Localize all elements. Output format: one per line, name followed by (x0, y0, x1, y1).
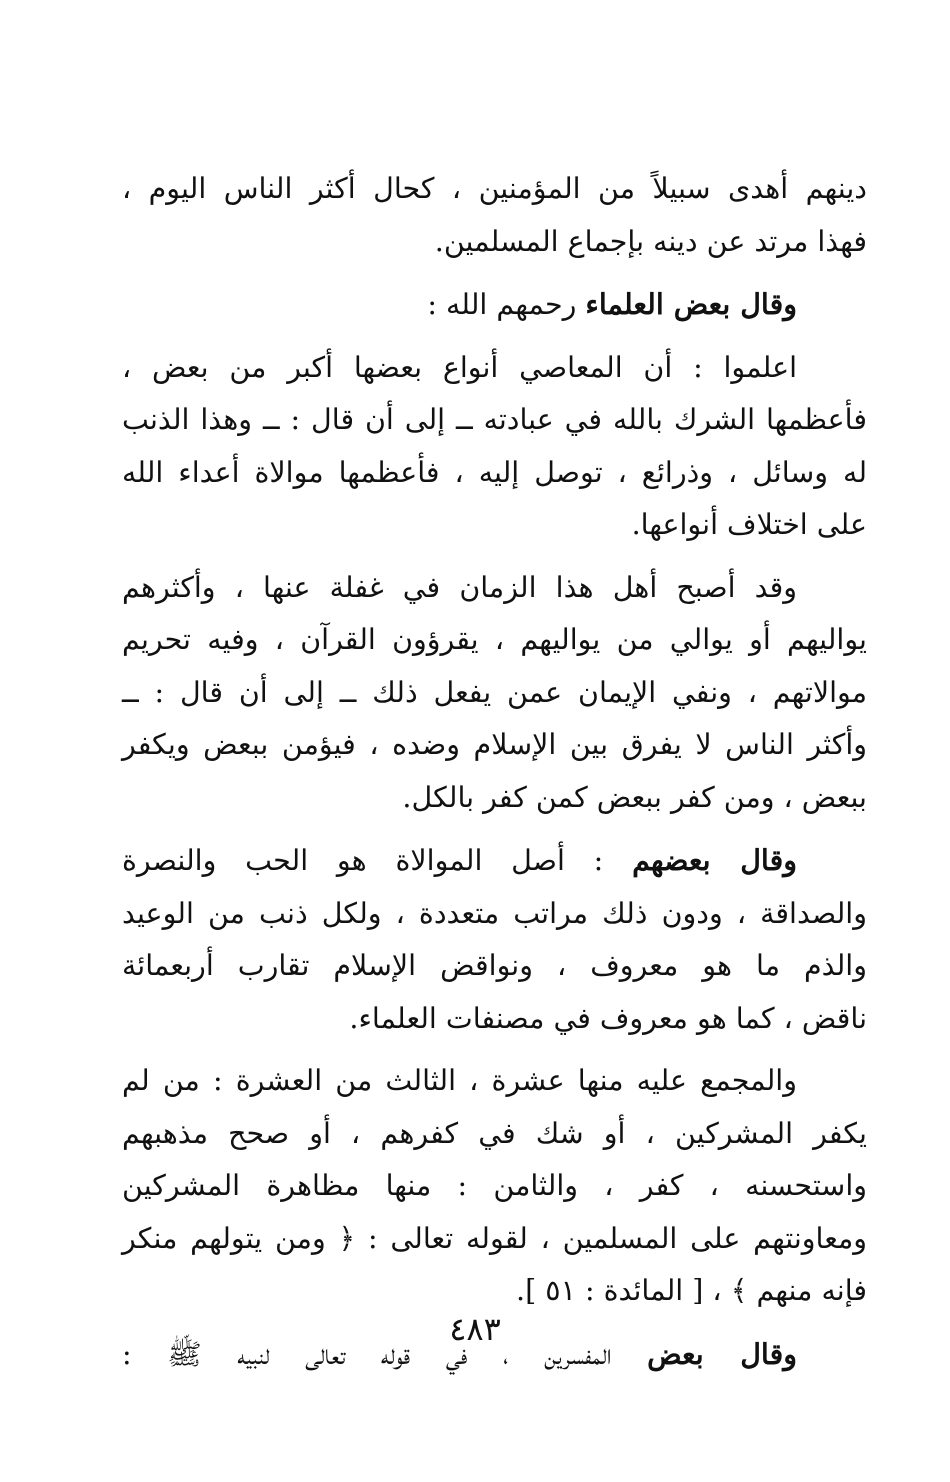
lead-bold-text: وقال بعض العلماء (585, 287, 797, 321)
text-line: ناقض ، كما هو معروف في مصنفات العلماء. (349, 1001, 867, 1035)
text-line: والصداقة ، ودون ذلك مراتب متعددة ، ولكل ذنب من الوعيد (122, 896, 867, 930)
text-line: فهذا مرتد عن دينه بإجماع المسلمين. (434, 224, 867, 258)
text-line: ببعض ، ومن كفر ببعض كمن كفر بالكل. (402, 780, 867, 814)
text-line: له وسائل ، وذرائع ، توصل إليه ، فأعظمها موالاة أعداء الله (122, 455, 867, 489)
text-line: والذم ما هو معروف ، ونواقض الإسلام تقارب أربعمائة (122, 949, 867, 982)
text-line: فأعظمها الشرك بالله في عبادته ــ إلى أن قال : ــ وهذا الذنب (122, 403, 867, 436)
text-line: والمجمع عليه منها عشرة ، الثالث من العشرة : من لم (122, 1064, 797, 1097)
lead-bold-text: وقال بعض (647, 1336, 797, 1371)
lead-rest-text: رحمهم الله : (427, 288, 586, 321)
page-number: ٤٨٣ (449, 1310, 501, 1348)
text-line: على اختلاف أنواعها. (631, 508, 867, 541)
lead-rest-text: المفسرين ، في قوله تعالى لنبيه ﷺ : (122, 1337, 648, 1371)
lead-bold-text: وقال بعضهم (632, 843, 797, 877)
text-line: اعلموا : أن المعاصي أنواع بعضها أكبر من بعض ، (122, 350, 797, 384)
text-line: واستحسنه ، كفر ، والثامن : منها مظاهرة المشركين (122, 1169, 867, 1202)
text-line: وأكثر الناس لا يفرق بين الإسلام وضده ، فيؤمن ببعض ويكفر (122, 728, 867, 761)
section-lead (122, 278, 867, 332)
text-line: يواليهم أو يوالي من يواليهم ، يقرؤون القرآن ، وفيه تحريم (122, 623, 867, 656)
page-body-text (122, 163, 867, 1381)
text-line: وقد أصبح أهل هذا الزمان في غفلة عنها ، وأكثرهم (122, 570, 797, 604)
text-line: يكفر المشركين ، أو شك في كفرهم ، أو صحح مذهبهم (122, 1116, 867, 1150)
text-line: موالاتهم ، ونفي الإيمان عمن يفعل ذلك ــ إلى أن قال : ــ (122, 675, 867, 709)
text-line: فإنه منهم ﴾ ، [ المائدة : ٥١ ]. (516, 1274, 867, 1307)
text-line: دينهم أهدى سبيلاً من المؤمنين ، كحال أكثر الناس اليوم ، (122, 172, 867, 205)
text-line: ومعاونتهم على المسلمين ، لقوله تعالى : ﴿ ومن يتولهم منكر (122, 1221, 867, 1255)
section-lead (122, 834, 867, 888)
lead-rest-text: : أصل الموالاة هو الحب والنصرة (122, 844, 633, 877)
